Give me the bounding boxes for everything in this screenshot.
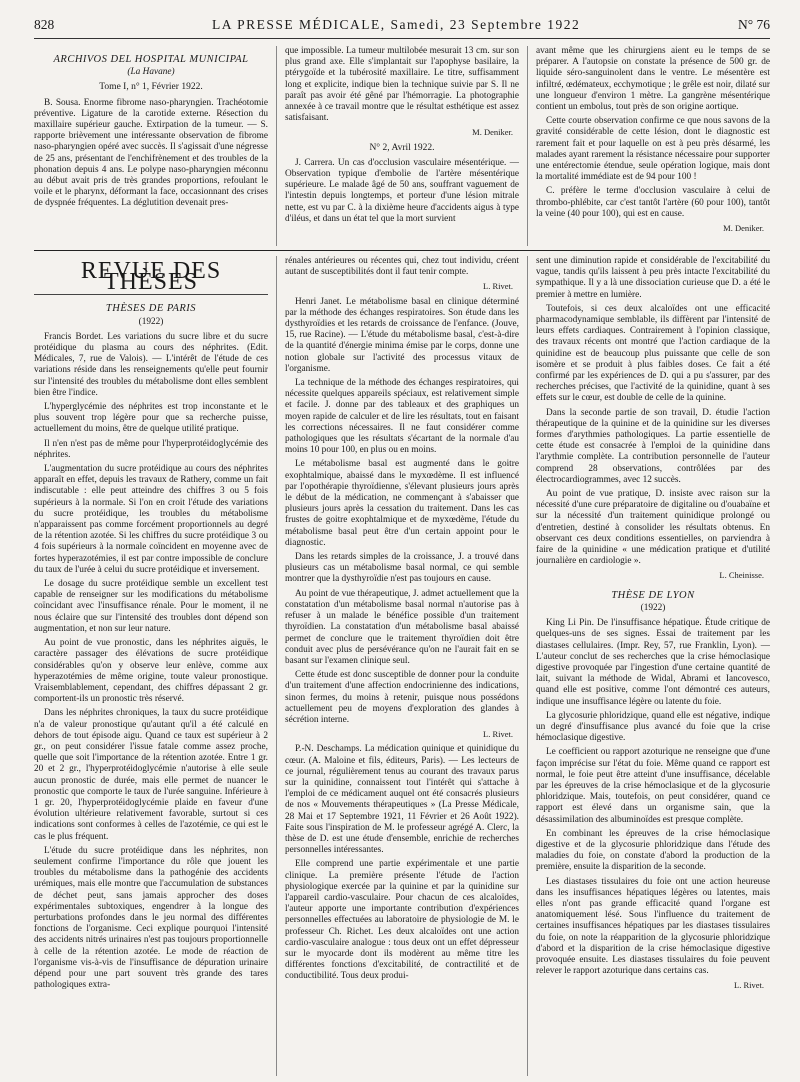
archivos-issue: Tome I, n° 1, Février 1922. <box>99 82 203 93</box>
bottom-column-1 <box>34 256 268 1076</box>
bordet-p8: L'étude du sucre protéidique dans les néphrites, non seulement confirme l'importance du rôle que jouent les troubles du métabolisme dans la pathogénie des accidents urémiques, mais elle montre que l'accumulation de substances de déchet peut, sans jamais approcher des doses expérimentales subtoxiques, engendrer à la longue des perturbations profondes dans le jeu normal des différentes fonctions de l'organisme. Ceci explique pourquoi l'intensité des accidents nitrés urinaires n'est pas toujours proportionnelle à celle de la rétention azotée. Le mode de réaction de l'organisme vis-à-vis de l'insuffisance de dépuration urinaire dépend pour une part souvent très grande des tares pathologiques extra- <box>34 845 268 991</box>
article-carrera-cont: avant même que les chirurgiens aient eu le temps de se préparer. A l'autopsie on constate la présence de 500 gr. de liquide séro-sanguinolent dans le ventre. Le mésentère est infiltré, œdémateux, ecchymotique ; le grêle est noir, dilaté sur une longueur d'environ 1 mètre. La gangrène mésentérique contient un embolus, tout près de son origine aortique. <box>536 46 770 113</box>
signature: M. Deniker. <box>723 223 764 234</box>
signature: M. Deniker. <box>472 127 513 138</box>
lyon-year: (1922) <box>640 602 666 613</box>
bottom-column-2 <box>285 256 519 1076</box>
article-sousa-cont: que impossible. La tumeur multilobée mesurait 13 cm. sur son plus grand axe. Elle s'implantait sur l'apophyse basilaire, la ptérygoïde et la tubérosité maxillaire. Le titre, suffisamment long et explicite, indique bien la technique suivie par S. Il ne paraît pas avoir été gêné par l'hémorragie. La photographie annexée à ce travail montre que le résultat esthétique est assez satisfaisant. <box>285 46 519 124</box>
bottom-column-3 <box>536 256 770 1076</box>
janet-p6: Cette étude est donc susceptible de donner pour la conduite d'un traitement d'une affection endocrinienne des indications, sinon fermes, du moins à retenir, puisque nous possédons actuellement peu de moyens d'exploration des glandes à sécrétion interne. <box>285 670 519 725</box>
bordet-p9: rénales antérieures ou récentes qui, chez tout individu, créent autant de susceptibilités dont il faut tenir compte. <box>285 256 519 278</box>
pin-p2: La glycosurie phloridzique, quand elle est négative, indique un degré d'insuffisance plus avancé du foie que la crise hémoclasique digestive. <box>536 710 770 744</box>
page-number: 828 <box>34 17 55 32</box>
section-rule <box>34 250 770 251</box>
desch-p6: Au point de vue pratique, D. insiste avec raison sur la nécessité d'une cure préparatoire de digitaline ou d'ouabaïne et sur la nécessité d'un traitement quinidique prolongé ou d'entretien, destiné à consolider les résultats obtenus. En observant ces deux conditions essentielles, on parviendra à faire de la quinidine « une médication pratique et d'utilité journalière en cardiologie ». <box>536 489 770 567</box>
signature: L. Cheinisse. <box>719 570 764 581</box>
revue-title: REVUE DES THÈSES <box>34 266 268 295</box>
desch-p2: Elle comprend une partie expérimentale et une partie clinique. La première présente l'étude de l'action physiologique exercée par la quinine et par la quinidine sur l'appareil cardio-vasculaire. Pour chacun de ces alcaloïdes, l'auteur apporte une importante contribution d'expériences personnelles effectuées au laboratoire de physiologie de M. le professeur Ch. Richet. Les deux alcaloïdes ont une action cardio-vasculaire analogue : tous deux ont un effet dépresseur sur le myocarde dont ils modèrent au même titre les différentes fonctions d'excitabilité, de contractilité et de conductibilité. Tous deux produi- <box>285 859 519 982</box>
desch-p1: P.-N. Deschamps. La médication quinique et quinidique du cœur. (A. Maloine et fils, éditeurs, Paris). — Les lecteurs de ce journal, régulièrement tenus au courant des travaux parus sur la quinidine, connaissent tout l'intérêt qui s'attache à l'emploi de ce médicament auquel ont été consacrés plusieurs de nos « Mouvements thérapeutiques » (La Presse Médicale, 28 Mai et 17 Septembre 1921, 11 Février et 26 Août 1922). Faite sous l'inspiration de M. le professeur agrégé A. Clerc, la thèse de D. est une étude d'ensemble, enrichie de recherches personnelles intéressantes. <box>285 744 519 856</box>
bordet-p1: Francis Bordet. Les variations du sucre libre et du sucre protéidique du plasma au cours des néphrites. (Edit. Médicales, 7, rue de Valois). — L'intérêt de l'étude de ces variations réside dans les renseignements qu'elle peut fournir sur l'intensité des troubles du métabolisme dont elles semblent bien être l'indice. <box>34 331 268 398</box>
pin-p4: En combinant les épreuves de la crise hémoclasique digestive et de la glycosurie phloridzique dans l'étude des maladies du foie, on constate d'abord la production de la première, ensuite la disparition de la seconde. <box>536 828 770 873</box>
janet-p4: Dans les retards simples de la croissance, J. a trouvé dans plusieurs cas un métabolisme basal normal, ce qui semble montrer que la dysthyroïdie n'est pas toujours en cause. <box>285 552 519 585</box>
bordet-p7: Dans les néphrites chroniques, la taux du sucre protéidique n'a de valeur pronostique qu'autant qu'il a été calculé en dehors de tout épisode aigu. Quand ce taux est supérieur à 2 gr., on peut considérer l'issue fatale comme assez proche, quelle que soit l'importance de la rétention azotée. Entre 1 gr. 20 et 2 gr., l'hyperprotéidoglycémie n'autorise à elle seule aucun pronostic de durée, mais elle permet de nuancer le pronostic que comporte le taux de l'urée sanguine. Inférieure à 1 gr. 20, l'hyperprotéidoglycémie plaide en faveur d'une évolution ultérieure relativement favorable, surtout si ces indications sont conformes à celles de l'azotémie, ce qui est le cas le plus fréquent. <box>34 708 268 842</box>
paris-year: (1922) <box>138 316 164 327</box>
page-header <box>34 14 770 36</box>
top-column-1 <box>34 46 268 246</box>
janet-p1: Henri Janet. Le métabolisme basal en clinique déterminé par la méthode des échanges respiratoires. Son étude dans les dysthyroïdies et les retards de croissance de l'enfance. (Jouve, 15, rue Racine). — L'étude du métabolisme basal, c'est-à-dire de la quantité d'énergie minima émise par le corps, donne une notion globale sur l'activité des processus vitaux de l'organisme. <box>285 296 519 374</box>
desch-p4: Toutefois, si ces deux alcaloïdes ont une efficacité pharmacodynamique semblable, ils diffèrent par l'intensité de leurs effets cardiaques. Contrairement à l'opinion classique, des travaux récents ont montré que l'action cardiaque de la quinidine est de beaucoup plus puissante que celle de son isomère et se produit à plus faibles doses. Ce fait a été confirmé par les expériences de D. qui a pu s'assurer, par des recherches précises, que l'activité de la quinidine, quant à ses effets sur le cœur, est double de celle de la quinine. <box>536 303 770 404</box>
article-sousa: B. Sousa. Enorme fibrome naso-pharyngien. Trachéotomie préventive. Ligature de la carotide externe. Résection du maxillaire supérieur gauche. Extirpation de la tumeur. — S. rapporte brièvement une intéressante observation de fibrome naso-pharyngien opéré avec succès. Il s'agissait d'une négresse de 25 ans, présentant de l'enchifrènement et des troubles de la phonation depuis 4 ans. Le polype naso-pharyngien méconnu au début avait pris de très grandes proportions, refoulant le voile et le pharynx, déformant la face, occasionnant des crises de dyspnée fréquentes. La déglutition devenait pres- <box>34 97 268 209</box>
janet-p2: La technique de la méthode des échanges respiratoires, qui nécessite quelques appareils spéciaux, est relativement simple et facile. J. donne par des tableaux et des graphiques un moyen rapide de calculer et de lire les résultats, tout en faisant les corrections nécessaires. Il ne faut considérer comme pathologiques que les résultats s'écartant de la normale d'au moins 10 pour 100, en plus ou en moins. <box>285 378 519 456</box>
bordet-p3: Il n'en n'est pas de même pour l'hyperprotéidoglycémie des néphrites. <box>34 438 268 460</box>
signature: L. Rivet. <box>734 980 764 991</box>
top-column-2 <box>285 46 519 246</box>
revue-section <box>34 256 770 1076</box>
bordet-p2: L'hyperglycémie des néphrites est trop inconstante et le plus souvent trop légère pour que sa recherche puisse, actuellement du moins, être de quelque utilité pratique. <box>34 402 268 435</box>
janet-p5: Au point de vue thérapeutique, J. admet actuellement que la constatation d'un métabolisme basal normal n'autorise pas à refuser à un malade le bénéfice possible d'un traitement thyroïdien. La constatation d'un métabolisme basal abaissé permet de conclure que le traitement thyroïdien doit être conduit avec plus de persévérance qu'on ne l'aurait fait en se basant sur l'examen clinique seul. <box>285 588 519 666</box>
pin-p5: Les diastases tissulaires du foie ont une action heureuse dans les insuffisances hépatiques légères ou latentes, mais elles n'ont pas grande efficacité quand l'organe est anatomiquement lésé. Sous l'influence du traitement de certaines insuffisances hépatiques par les diastases tissulaires du foie, on note la réapparition de la glycosurie phloridzique d'abord et la disparition de la crise hémoclasique digestive provoquée ensuite. Les diastases tissulaires du foie peuvent relever le rapport azoturique dans certains cas. <box>536 876 770 977</box>
archivos-issue-2: N° 2, Avril 1922. <box>369 142 435 153</box>
journal-title: LA PRESSE MÉDICALE, Samedi, 23 Septembre 1922 <box>211 17 581 32</box>
desch-p3: sent une diminution rapide et considérable de l'excitabilité du vague, tandis qu'ils laissent à peu près intacte l'excitabilité du sympathique. Il y a là une dissociation curieuse que D. a été le premier à mettre en lumière. <box>536 256 770 300</box>
header-rule <box>34 38 770 39</box>
lyon-title: THÈSE DE LYON <box>611 589 695 601</box>
pin-p1: King Li Pin. De l'insuffisance hépatique. Étude critique de quelques-uns de ses signes. Essai de traitement par les diastases cellulaires. (Impr. Rey, 57, rue Franklin, Lyon). — L'auteur conclut de ses recherches que la crise hémoclasique digestive provoquée par l'ingestion d'une certaine quantité de lait, suivant la méthode de Widal, Abrami et Iancovesco, quand elle est positive, comme l'ont démontré ces auteurs, indique une insuffisance légère ou latente du foie. <box>536 618 770 707</box>
archivos-subtitle: (La Havane) <box>127 67 175 78</box>
janet-p3: Le métabolisme basal est augmenté dans le goitre exophtalmique, abaissé dans le myxœdème. Il est influencé par l'opothérapie thyroïdienne, s'élevant plusieurs jours après le début de la médication, ne commençant à s'abaisser que plusieurs jours après la cessation du traitement. Dans les cas frustes de goitre exophtalmique et de myxœdème, l'étude du métabolisme basal peut être d'un certain appoint pour le diagnostic. <box>285 459 519 548</box>
issue-number: N° 76 <box>737 17 770 32</box>
bordet-p4: L'augmentation du sucre protéidique au cours des néphrites apparaît en effet, depuis les travaux de Rathery, comme un fait indiscutable : elle peut atteindre des chiffres 3 ou 5 fois supérieurs à la normale. Si l'on en croit l'étude des variations du sucre protéidique, les troubles du métabolisme n'apparaissent pas comme forcément proportionnels au degré de la rétention azotée. Si les chiffres du sucre protéidique 3 ou 4 fois supérieurs à la normale coïncident en moyenne avec de fortes hyperazotémies, il est par contre impossible de conclure du taux de l'urée à celui du sucre protéidique et inversement. <box>34 464 268 575</box>
bordet-p6: Au point de vue pronostic, dans les néphrites aiguës, le caractère passager des élévations de sucre protéidique considérables qu'on y observe leur enlève, comme aux hyperazotémies de même origine, toute valeur pronostique. Vraisemblablement, cependant, des chiffres dépassant 2 gr. comportent-ils un pronostic très réservé. <box>34 638 268 705</box>
top-column-3 <box>536 46 770 246</box>
pin-p3: Le coefficient ou rapport azoturique ne renseigne que d'une façon imprécise sur l'état du foie. Même quand ce rapport est normal, le foie peut être atteint d'une insuffisance, décelable par les épreuves de la crise hémoclasique et de la glycosurie phloridzique. Mais, toutefois, on peut considérer, quand ce rapport est élevé dans un organisme sain, que la désassimilation des albuminoïdes est presque complète. <box>536 747 770 825</box>
desch-p5: Dans la seconde partie de son travail, D. étudie l'action thérapeutique de la quinine et de la quinidine sur les diverses formes d'arythmies pathologiques. La partie essentielle de cette étude est consacrée à l'emploi de la quinidine dans l'arythmie complète. La contribution personnelle de l'auteur comprend 28 observations, contrôlées par des électrocardiogrammes, avec 12 succès. <box>536 407 770 485</box>
signature: L. Rivet. <box>483 729 513 740</box>
signature: L. Rivet. <box>483 281 513 292</box>
archivos-section <box>34 46 770 246</box>
archivos-title: ARCHIVOS DEL HOSPITAL MUNICIPAL <box>53 54 249 65</box>
paris-title: THÈSES DE PARIS <box>105 303 197 315</box>
article-carrera-p2: Cette courte observation confirme ce que nous savons de la gravité considérable de cette lésion, dont le diagnostic est rarement fait et pour laquelle on est à peu près désarmé, les malades ayant rarement la résistance nécessaire pour supporter une entérectomie étendue, seule opération logique, mais dont la mortalité immédiate est de 94 pour 100 ! <box>536 116 770 183</box>
bordet-p5: Le dosage du sucre protéidique semble un excellent test capable de renseigner sur les modifications du métabolisme coïncidant avec l'insuffisance rénale. Pour le moment, il ne nous éclaire que sur l'intensité des troubles dont dépend son augmentation, et non sur leur nature. <box>34 579 268 634</box>
article-carrera: J. Carrera. Un cas d'occlusion vasculaire mésentérique. — Observation typique d'embolie de l'artère mésentérique supérieure. Le malade âgé de 50 ans, souffrant vaguement de l'intestin depuis longtemps, et porteur d'une lésion mitrale nette, est vu par C. à la dixième heure d'accidents aigus à type d'iléus, et dans un état tel que la mort survient <box>285 157 519 224</box>
article-carrera-p3: C. préfère le terme d'occlusion vasculaire à celui de thrombo-phlébite, car c'est tantôt l'artère (60 pour 100), tantôt la veine (40 pour 100), qui est en cause. <box>536 186 770 219</box>
